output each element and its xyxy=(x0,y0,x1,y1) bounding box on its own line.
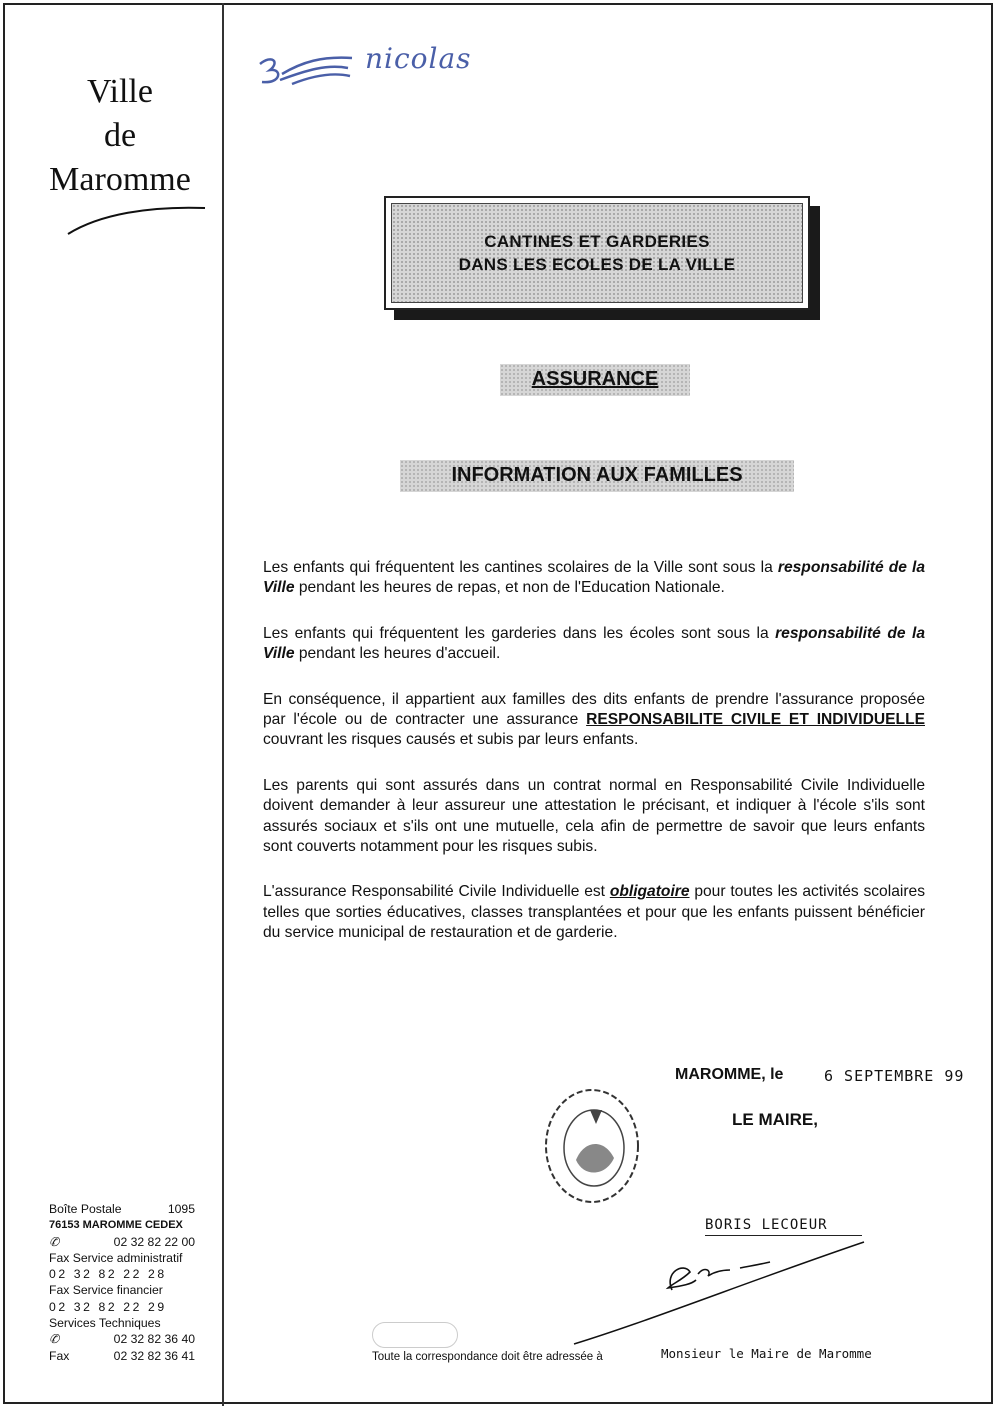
title-line-2: DANS LES ECOLES DE LA VILLE xyxy=(458,255,736,274)
mayor-name: BORIS LECOEUR xyxy=(705,1217,828,1233)
fax-admin-number: 02 32 82 22 28 xyxy=(49,1267,167,1282)
footer-label: Toute la correspondance doit être adressée à xyxy=(372,1351,603,1363)
tech-phone: 02 32 82 36 40 xyxy=(113,1332,195,1347)
phone-number: 02 32 82 22 00 xyxy=(113,1234,195,1249)
paragraph-4: Les parents qui sont assurés dans un contrat normal en Responsabilité Civile Individuelle doivent demander à leur assureur une attestation le précisant, et indiquer à l'école s'ils sont assurés sociaux et s'ils ont une mutuelle, cela afin de permettre de savoir que leurs enfants sont couverts notamment pour les risques subis. xyxy=(263,776,925,856)
paragraph-2: Les enfants qui fréquentent les garderies dans les écoles sont sous la responsabilité de la Ville pendant les heures d'accueil. xyxy=(263,624,925,663)
logo-swoosh-icon xyxy=(60,202,210,242)
logo-line-de: de xyxy=(103,117,137,154)
paragraph-1: Les enfants qui fréquentent les cantines scolaires de la Ville sont sous la responsabilité de la Ville pendant les heures de repas, et non de l'Education Nationale. xyxy=(263,559,925,597)
paragraph-3: En conséquence, il appartient aux familles des dits enfants de prendre l'assurance proposée par l'école ou de contracter une assurance RESPONSABILITE CIVILE ET INDIVIDUELLE couvrant les risques causés et subis par leurs enfants. xyxy=(263,690,925,749)
signature-place: MAROMME, le xyxy=(675,1066,784,1083)
signature-date: 6 SEPTEMBRE 99 xyxy=(824,1067,965,1085)
logo-line-ville: Ville xyxy=(87,73,153,110)
bp-number: 1095 xyxy=(167,1202,195,1216)
title-line-1: CANTINES ET GARDERIES xyxy=(484,232,710,251)
logo-line-maromme: Maromme xyxy=(49,161,191,198)
name-underline xyxy=(705,1235,862,1236)
sidebar-divider xyxy=(222,3,224,1406)
paragraph-5: L'assurance Responsabilité Civile Individuelle est obligatoire pour toutes les activités scolaires telles que sorties éducatives, classes transplantées et pour que les enfants puissent bénéficier du service municipal de restauration et de garderie. xyxy=(263,883,925,942)
city-postcode: 76153 MAROMME CEDEX xyxy=(49,1219,183,1232)
city-logo xyxy=(20,70,220,202)
subheading-information: INFORMATION AUX FAMILLES xyxy=(400,460,794,492)
body-text xyxy=(263,558,925,969)
fax-admin-label: Fax Service administratif xyxy=(49,1250,183,1265)
phone-icon: ✆ xyxy=(49,1234,60,1249)
signature-title: LE MAIRE, xyxy=(732,1110,818,1129)
fax-fin-number: 02 32 82 22 29 xyxy=(49,1299,167,1314)
heading-assurance: ASSURANCE xyxy=(500,364,690,396)
title-box xyxy=(384,196,810,310)
handwritten-signature xyxy=(572,1240,872,1350)
footer-address: Monsieur le Maire de Maromme xyxy=(661,1346,872,1361)
handwritten-scribble xyxy=(252,44,362,94)
tech-label: Services Techniques xyxy=(49,1316,161,1331)
handwritten-note: nicolas xyxy=(365,42,472,75)
phone-icon-2: ✆ xyxy=(49,1332,60,1347)
official-seal-icon xyxy=(540,1080,650,1210)
tech-fax-label: Fax xyxy=(49,1348,70,1363)
contact-block xyxy=(49,1201,195,1364)
fax-fin-label: Fax Service financier xyxy=(49,1283,163,1298)
tech-fax: 02 32 82 36 41 xyxy=(113,1348,195,1363)
faint-stamp xyxy=(372,1322,458,1348)
bp-label: Boîte Postale xyxy=(49,1202,122,1216)
